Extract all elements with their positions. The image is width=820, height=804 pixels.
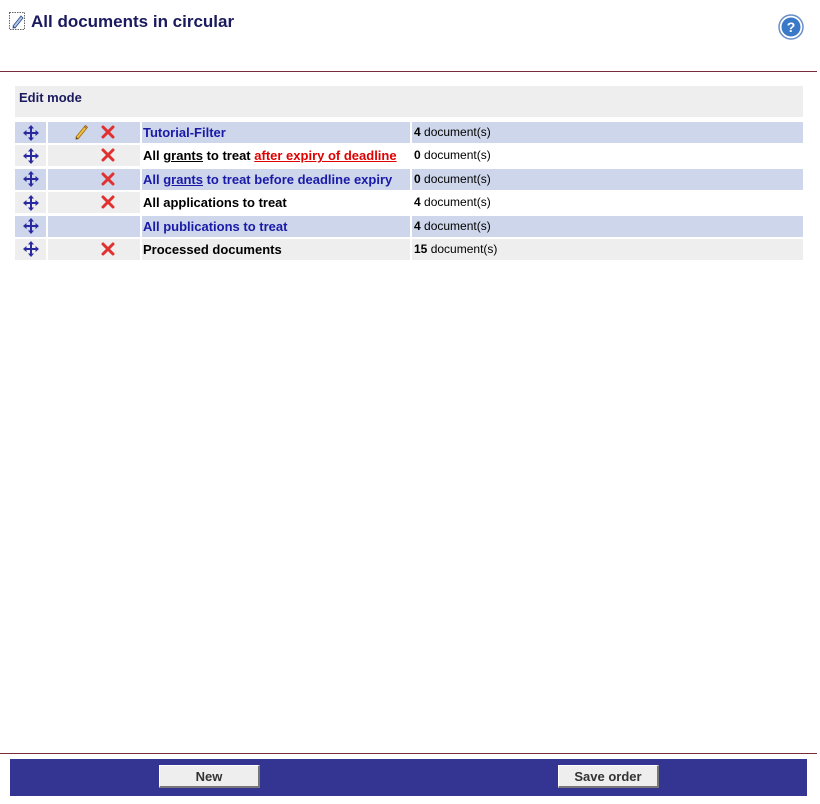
row-actions — [48, 145, 140, 166]
document-count — [412, 192, 803, 213]
filter-name-part: All publications to treat — [143, 218, 288, 234]
document-count-suffix: document(s) — [424, 148, 491, 163]
row-actions — [48, 192, 140, 213]
document-count-suffix: document(s) — [424, 125, 491, 139]
filter-row — [15, 122, 803, 145]
new-button[interactable]: New — [159, 765, 260, 788]
document-count-suffix: document(s) — [424, 195, 491, 210]
page-header — [0, 0, 820, 72]
document-count-suffix: document(s) — [424, 171, 491, 186]
edit-pencil-icon[interactable] — [73, 124, 89, 140]
edit-document-icon — [9, 12, 25, 30]
filter-list — [15, 122, 803, 262]
document-count — [412, 169, 803, 190]
page-title: All documents in circular — [31, 12, 235, 31]
delete-icon[interactable] — [101, 125, 115, 139]
move-handle-icon[interactable] — [15, 192, 46, 213]
help-icon[interactable] — [778, 14, 804, 40]
move-handle-icon[interactable] — [15, 122, 46, 143]
edit-mode-bar — [15, 86, 803, 117]
row-actions — [48, 216, 140, 237]
filter-name-part: after expiry of deadline — [254, 148, 397, 164]
edit-mode-label: Edit mode — [19, 90, 82, 105]
document-count — [412, 122, 803, 143]
filter-row — [15, 216, 803, 239]
filter-name-link[interactable] — [142, 216, 410, 237]
document-count-value: 4 — [414, 218, 421, 233]
filter-row — [15, 192, 803, 215]
save-order-button[interactable]: Save order — [558, 765, 659, 788]
filter-name-part: grants — [163, 171, 203, 187]
row-actions — [48, 239, 140, 260]
move-handle-icon[interactable] — [15, 169, 46, 190]
filter-name-part: to treat — [202, 148, 255, 164]
filter-name-link[interactable] — [142, 192, 410, 213]
document-count-value: 15 — [414, 241, 428, 256]
delete-icon[interactable] — [101, 242, 115, 256]
move-handle-icon[interactable] — [15, 145, 46, 166]
document-count-value: 0 — [414, 148, 421, 163]
document-count — [412, 145, 803, 166]
document-count-value: 4 — [414, 195, 421, 210]
row-actions — [48, 169, 140, 190]
document-count-suffix: document(s) — [424, 218, 491, 233]
document-count-value: 0 — [414, 171, 421, 186]
delete-icon[interactable] — [101, 195, 115, 209]
filter-name-part: Processed documents — [143, 241, 282, 257]
svg-text:?: ? — [786, 19, 796, 35]
document-count — [412, 239, 803, 260]
footer-bar — [10, 759, 807, 796]
move-handle-icon[interactable] — [15, 239, 46, 260]
filter-name-link[interactable] — [142, 169, 410, 190]
move-handle-icon[interactable] — [15, 216, 46, 237]
filter-name-part: All applications to treat — [143, 195, 287, 211]
document-count-value: 4 — [414, 125, 421, 139]
document-count-suffix: document(s) — [430, 241, 498, 256]
document-count — [412, 216, 803, 237]
delete-icon[interactable] — [101, 172, 115, 186]
filter-name-part: grants — [163, 148, 203, 164]
header-divider — [0, 71, 817, 72]
filter-row — [15, 145, 803, 168]
filter-name-link[interactable] — [142, 239, 410, 260]
footer-divider — [0, 753, 817, 754]
filter-name-part: All — [143, 171, 164, 187]
filter-name-part: to treat before deadline expiry — [202, 171, 393, 187]
filter-name-part: All — [143, 148, 164, 164]
filter-row — [15, 169, 803, 192]
filter-name-link[interactable] — [142, 122, 410, 143]
filter-row — [15, 239, 803, 262]
row-actions — [48, 122, 140, 143]
filter-name-part: Tutorial-Filter — [143, 125, 226, 140]
delete-icon[interactable] — [101, 148, 115, 162]
filter-name-link[interactable] — [142, 145, 410, 166]
